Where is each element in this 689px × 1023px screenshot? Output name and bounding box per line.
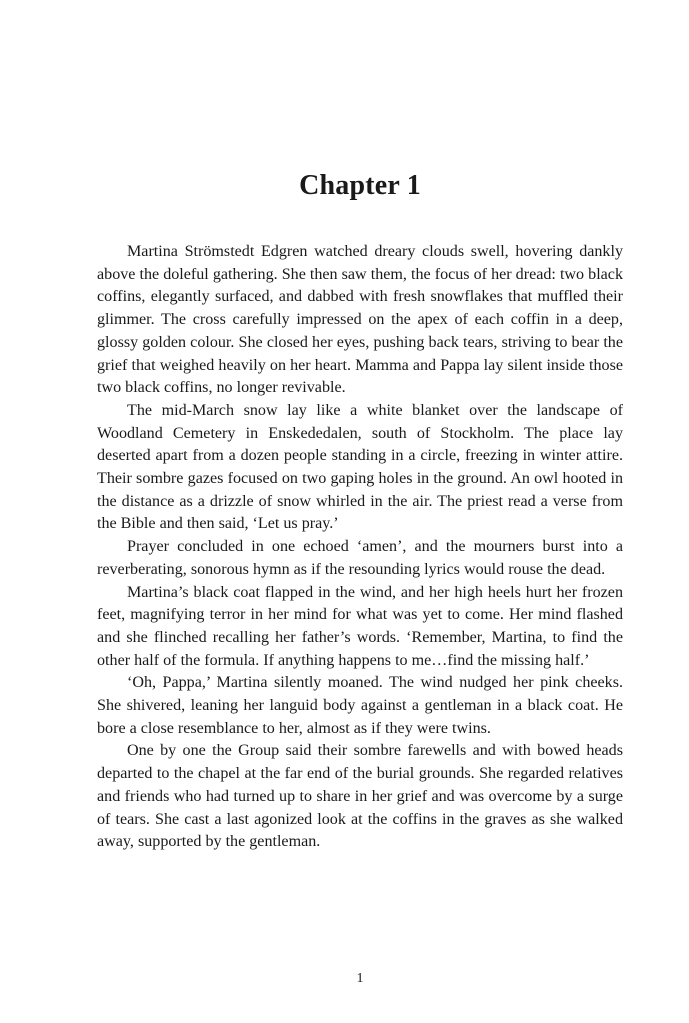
paragraph: Martina Strömstedt Edgren watched dreary clouds swell, hovering dankly above the doleful gathering. She then saw them, the focus of her dread: two black coffins, elegantly surfaced, and dabbed with fresh snowflakes that muffled their glimmer. The cross carefully impressed on the apex of each coffin in a deep, glossy golden colour. She closed her eyes, pushing back tears, striving to bear the grief that weighed heavily on her heart. Mamma and Pappa lay silent inside those two black coffins, no longer revivable. [97,243,623,397]
paragraph: One by one the Group said their sombre farewells and with bowed heads departed to the chapel at the far end of the burial grounds. She regarded relatives and friends who had turned up to share in her grief and was overcome by a surge of tears. She cast a last agonized look at the coffins in the graves as she walked away, supported by the gentleman. [97,742,623,851]
paragraph: Prayer concluded in one echoed ‘amen’, and the mourners burst into a reverberating, sonorous hymn as if the resounding lyrics would rouse the dead. [97,538,623,578]
chapter-body [97,241,623,854]
chapter-title: Chapter 1 [299,170,421,201]
paragraph: ‘Oh, Pappa,’ Martina silently moaned. The wind nudged her pink cheeks. She shivered, leaning her languid body against a gentleman in a black coat. He bore a close resemblance to her, almost as if they were twins. [97,674,623,737]
page-number: 1 [356,971,364,986]
paragraph: The mid-March snow lay like a white blanket over the landscape of Woodland Cemetery in Enskededalen, south of Stockholm. The place lay deserted apart from a dozen people standing in a circle, freezing in winter attire. Their sombre gazes focused on two gaping holes in the ground. An owl hooted in the distance as a drizzle of snow whirled in the air. The priest read a verse from the Bible and then said, ‘Let us pray.’ [97,401,623,533]
paragraph: Martina’s black coat flapped in the wind, and her high heels hurt her frozen feet, magnifying terror in her mind for what was yet to come. Her mind flashed and she flinched recalling her father’s words. ‘Remember, Martina, to find the other half of the formula. If anything happens to me…find the missing half.’ [97,583,623,669]
